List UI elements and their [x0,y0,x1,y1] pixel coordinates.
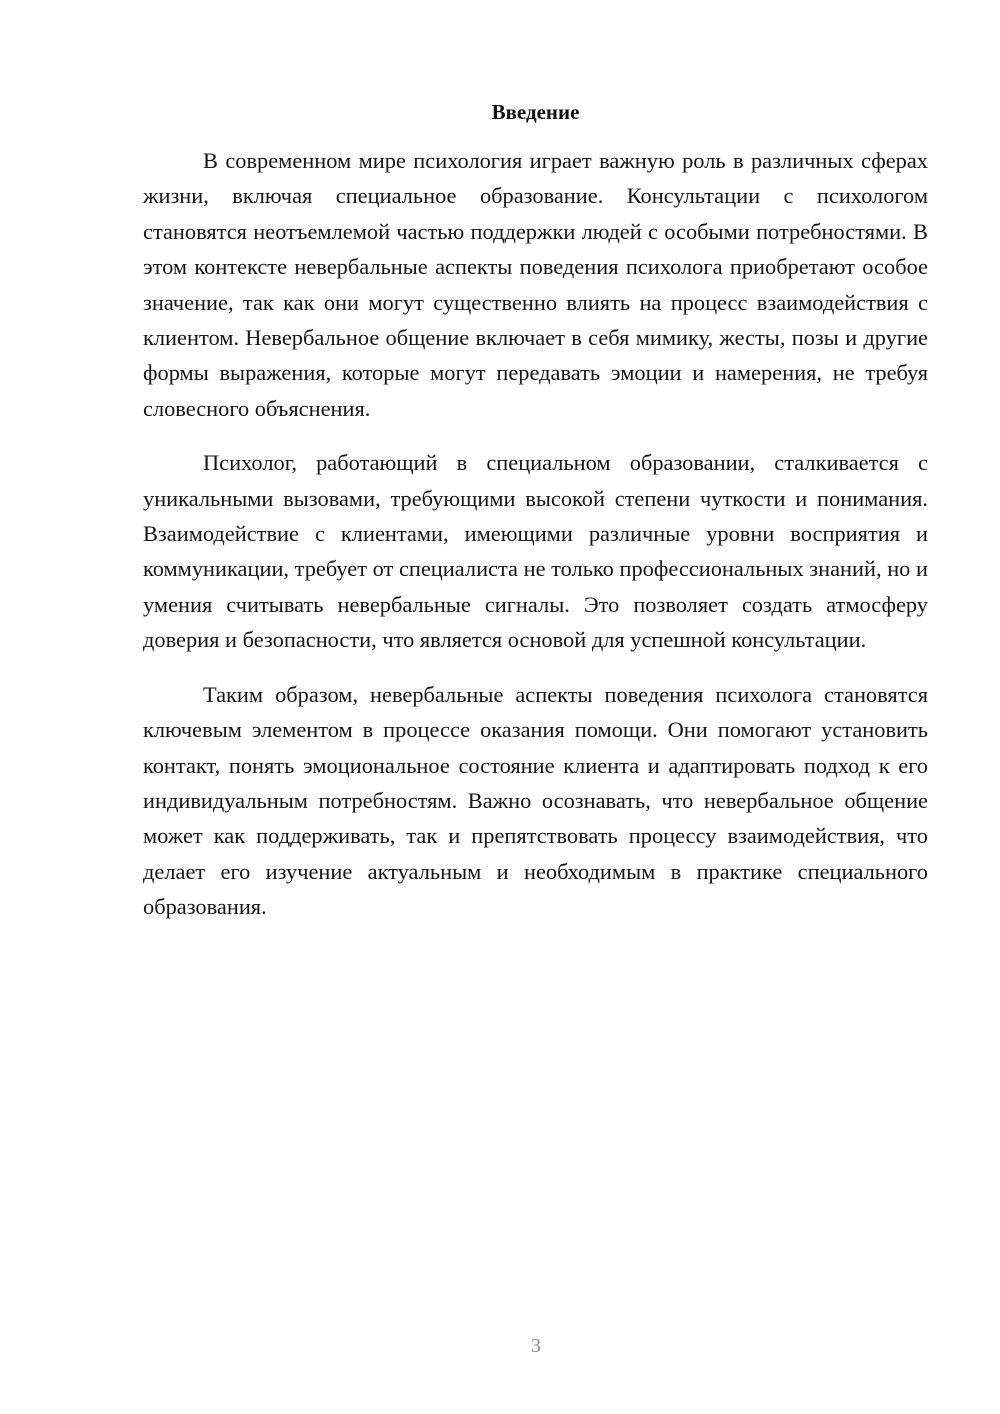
page-title: Введение [491,100,580,124]
paragraph-3: Таким образом, невербальные аспекты поведения психолога становятся ключевым элементом в процессе оказания помощи. Они помогают установить контакт, понять эмоциональное состояние клиента и адаптировать подход к его индивидуальным потребностям. Важно осознавать, что невербальное общение может как поддерживать, так и препятствовать процессу взаимодействия, что делает его изучение актуальным и необходимым в практике специального образования. [143,681,928,920]
paragraph-1: В современном мире психология играет важную роль в различных сферах жизни, включая специальное образование. Консультации с психологом становятся неотъемлемой частью поддержки людей с особыми потребностями. В этом контексте невербальные аспекты поведения психолога приобретают особое значение, так как они могут существенно влиять на процесс взаимодействия с клиентом. Невербальное общение включает в себя мимику, жесты, позы и другие формы выражения, которые могут передавать эмоции и намерения, не требуя словесного объяснения. [143,148,928,421]
paragraph-2: Психолог, работающий в специальном образовании, сталкивается с уникальными вызовами, требующими высокой степени чуткости и понимания. Взаимодействие с клиентами, имеющими различные уровни восприятия и коммуникации, требует от специалиста не только профессиональных знаний, но и умения считывать невербальные сигналы. Это позволяет создать атмосферу доверия и безопасности, что является основой для успешной консультации. [143,450,928,653]
page-number: 3 [531,1335,541,1357]
body-text [143,143,928,944]
